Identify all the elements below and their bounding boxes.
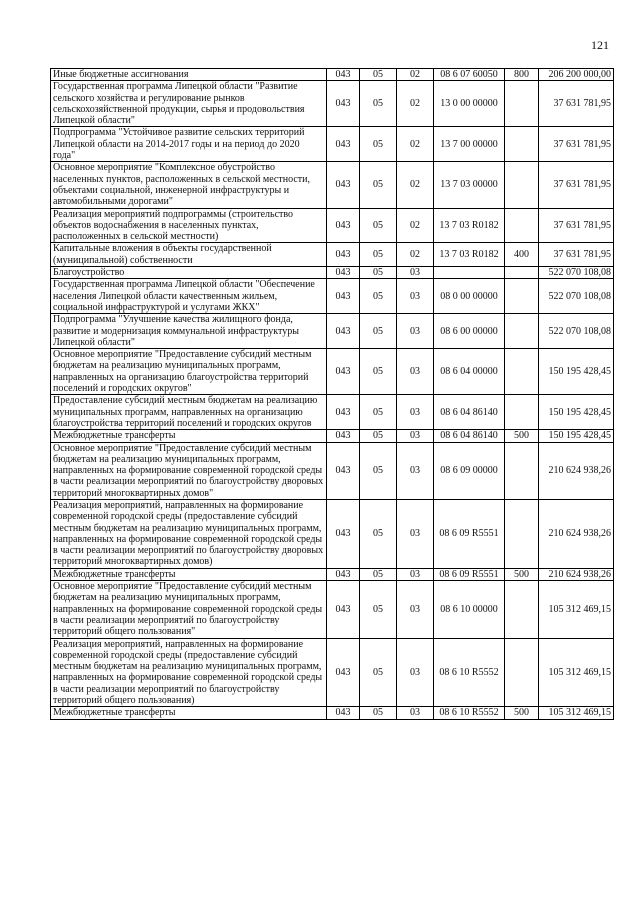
row-name-cell: Государственная программа Липецкой области "Обеспечение населения Липецкой области качественным жильем, социальной инфраструктурой и услугами ЖКХ" <box>51 279 327 314</box>
subsection-code-cell: 02 <box>397 127 434 162</box>
amount-cell: 150 195 428,45 <box>539 430 614 442</box>
subsection-code-cell: 03 <box>397 707 434 719</box>
subsection-code-cell: 03 <box>397 568 434 580</box>
expense-type-cell: 500 <box>505 707 539 719</box>
subsection-code-cell: 02 <box>397 243 434 267</box>
ministry-code-cell: 043 <box>327 69 360 81</box>
target-article-cell: 08 6 10 00000 <box>434 581 505 638</box>
target-article-cell: 08 6 09 R5551 <box>434 568 505 580</box>
amount-cell: 37 631 781,95 <box>539 162 614 208</box>
row-name-cell: Реализация мероприятий подпрограммы (строительство объектов водоснабжения в населенных пунктах, расположенных в сельской местности) <box>51 208 327 243</box>
section-code-cell: 05 <box>360 442 397 499</box>
subsection-code-cell: 03 <box>397 279 434 314</box>
expense-type-cell <box>505 442 539 499</box>
row-name-cell: Основное мероприятие "Предоставление субсидий местным бюджетам на реализацию муниципальных программ, направленных на формирование современной городской среды в части реализации мероприятий по благоустройству дворовых территорий многоквартирных домов" <box>51 442 327 499</box>
section-code-cell: 05 <box>360 314 397 349</box>
ministry-code-cell: 043 <box>327 395 360 430</box>
amount-cell: 150 195 428,45 <box>539 349 614 395</box>
subsection-code-cell: 03 <box>397 499 434 568</box>
budget-table-body <box>51 69 614 720</box>
subsection-code-cell: 03 <box>397 581 434 638</box>
row-name-cell: Реализация мероприятий, направленных на формирование современной городской среды (предоставление субсидий местным бюджетам на реализацию муниципальных программ, направленных на формирование современной городской среды в части реализации мероприятий по благоустройству дворовых территорий многоквартирных домов) <box>51 499 327 568</box>
table-row <box>51 279 614 314</box>
ministry-code-cell: 043 <box>327 314 360 349</box>
ministry-code-cell: 043 <box>327 638 360 707</box>
expense-type-cell <box>505 314 539 349</box>
amount-cell: 522 070 108,08 <box>539 314 614 349</box>
section-code-cell: 05 <box>360 127 397 162</box>
section-code-cell: 05 <box>360 279 397 314</box>
target-article-cell: 08 6 10 R5552 <box>434 707 505 719</box>
expense-type-cell <box>505 499 539 568</box>
target-article-cell: 13 0 00 00000 <box>434 81 505 127</box>
expense-type-cell <box>505 581 539 638</box>
row-name-cell: Межбюджетные трансферты <box>51 430 327 442</box>
ministry-code-cell: 043 <box>327 208 360 243</box>
subsection-code-cell: 02 <box>397 81 434 127</box>
target-article-cell: 13 7 03 R0182 <box>434 243 505 267</box>
table-row <box>51 581 614 638</box>
page-number: 121 <box>591 38 609 52</box>
row-name-cell: Государственная программа Липецкой области "Развитие сельского хозяйства и регулирование рынков сельскохозяйственной продукции, сырья и продовольствия Липецкой области" <box>51 81 327 127</box>
table-row <box>51 442 614 499</box>
expense-type-cell: 800 <box>505 69 539 81</box>
amount-cell: 210 624 938,26 <box>539 442 614 499</box>
section-code-cell: 05 <box>360 243 397 267</box>
row-name-cell: Межбюджетные трансферты <box>51 707 327 719</box>
subsection-code-cell: 03 <box>397 349 434 395</box>
row-name-cell: Благоустройство <box>51 267 327 279</box>
subsection-code-cell: 02 <box>397 162 434 208</box>
subsection-code-cell: 03 <box>397 267 434 279</box>
table-row <box>51 162 614 208</box>
ministry-code-cell: 043 <box>327 243 360 267</box>
expense-type-cell <box>505 81 539 127</box>
ministry-code-cell: 043 <box>327 279 360 314</box>
table-row <box>51 395 614 430</box>
section-code-cell: 05 <box>360 395 397 430</box>
target-article-cell: 08 0 00 00000 <box>434 279 505 314</box>
ministry-code-cell: 043 <box>327 81 360 127</box>
amount-cell: 150 195 428,45 <box>539 395 614 430</box>
row-name-cell: Капитальные вложения в объекты государственной (муниципальной) собственности <box>51 243 327 267</box>
target-article-cell: 13 7 00 00000 <box>434 127 505 162</box>
row-name-cell: Основное мероприятие "Предоставление субсидий местным бюджетам на реализацию муниципальных программ, направленных на формирование современной городской среды в части реализации мероприятий по благоустройству территорий общего пользования" <box>51 581 327 638</box>
table-row <box>51 208 614 243</box>
expense-type-cell: 500 <box>505 430 539 442</box>
amount-cell: 37 631 781,95 <box>539 127 614 162</box>
expense-type-cell: 500 <box>505 568 539 580</box>
ministry-code-cell: 043 <box>327 707 360 719</box>
target-article-cell: 13 7 03 R0182 <box>434 208 505 243</box>
subsection-code-cell: 03 <box>397 314 434 349</box>
ministry-code-cell: 043 <box>327 581 360 638</box>
section-code-cell: 05 <box>360 208 397 243</box>
target-article-cell: 13 7 03 00000 <box>434 162 505 208</box>
subsection-code-cell: 03 <box>397 638 434 707</box>
expense-type-cell <box>505 279 539 314</box>
amount-cell: 210 624 938,26 <box>539 499 614 568</box>
expense-type-cell <box>505 267 539 279</box>
amount-cell: 37 631 781,95 <box>539 208 614 243</box>
section-code-cell: 05 <box>360 162 397 208</box>
table-row <box>51 81 614 127</box>
expense-type-cell <box>505 208 539 243</box>
expense-type-cell <box>505 349 539 395</box>
ministry-code-cell: 043 <box>327 349 360 395</box>
ministry-code-cell: 043 <box>327 127 360 162</box>
table-row <box>51 568 614 580</box>
ministry-code-cell: 043 <box>327 499 360 568</box>
target-article-cell: 08 6 04 86140 <box>434 395 505 430</box>
table-row <box>51 243 614 267</box>
ministry-code-cell: 043 <box>327 162 360 208</box>
amount-cell: 522 070 108,08 <box>539 279 614 314</box>
table-row <box>51 314 614 349</box>
amount-cell: 37 631 781,95 <box>539 81 614 127</box>
section-code-cell: 05 <box>360 581 397 638</box>
target-article-cell: 08 6 04 00000 <box>434 349 505 395</box>
subsection-code-cell: 03 <box>397 395 434 430</box>
section-code-cell: 05 <box>360 349 397 395</box>
ministry-code-cell: 043 <box>327 430 360 442</box>
amount-cell: 105 312 469,15 <box>539 707 614 719</box>
table-row <box>51 349 614 395</box>
target-article-cell: 08 6 00 00000 <box>434 314 505 349</box>
amount-cell: 522 070 108,08 <box>539 267 614 279</box>
section-code-cell: 05 <box>360 267 397 279</box>
amount-cell: 37 631 781,95 <box>539 243 614 267</box>
row-name-cell: Основное мероприятие "Комплексное обустройство населенных пунктов, расположенных в сельской местности, объектами социальной, инженерной инфраструктуры и автомобильными дорогами" <box>51 162 327 208</box>
row-name-cell: Основное мероприятие "Предоставление субсидий местным бюджетам на реализацию муниципальных программ, направленных на организацию благоустройства территорий поселений и городских округов" <box>51 349 327 395</box>
target-article-cell: 08 6 10 R5552 <box>434 638 505 707</box>
target-article-cell: 08 6 04 86140 <box>434 430 505 442</box>
expense-type-cell <box>505 638 539 707</box>
amount-cell: 105 312 469,15 <box>539 638 614 707</box>
row-name-cell: Иные бюджетные ассигнования <box>51 69 327 81</box>
section-code-cell: 05 <box>360 638 397 707</box>
table-row <box>51 430 614 442</box>
target-article-cell: 08 6 07 60050 <box>434 69 505 81</box>
amount-cell: 210 624 938,26 <box>539 568 614 580</box>
section-code-cell: 05 <box>360 707 397 719</box>
target-article-cell <box>434 267 505 279</box>
expense-type-cell: 400 <box>505 243 539 267</box>
section-code-cell: 05 <box>360 69 397 81</box>
target-article-cell: 08 6 09 R5551 <box>434 499 505 568</box>
subsection-code-cell: 02 <box>397 208 434 243</box>
row-name-cell: Межбюджетные трансферты <box>51 568 327 580</box>
subsection-code-cell: 02 <box>397 69 434 81</box>
section-code-cell: 05 <box>360 568 397 580</box>
table-row <box>51 707 614 719</box>
section-code-cell: 05 <box>360 81 397 127</box>
row-name-cell: Реализация мероприятий, направленных на формирование современной городской среды (предоставление субсидий местным бюджетам на реализацию муниципальных программ, направленных на формирование современной городской среды в части реализации мероприятий по благоустройству территорий общего пользования) <box>51 638 327 707</box>
table-row <box>51 499 614 568</box>
amount-cell: 206 200 000,00 <box>539 69 614 81</box>
expense-type-cell <box>505 127 539 162</box>
ministry-code-cell: 043 <box>327 442 360 499</box>
table-row <box>51 638 614 707</box>
amount-cell: 105 312 469,15 <box>539 581 614 638</box>
subsection-code-cell: 03 <box>397 442 434 499</box>
row-name-cell: Подпрограмма "Улучшение качества жилищного фонда, развитие и модернизация коммунальной инфраструктуры Липецкой области" <box>51 314 327 349</box>
table-row <box>51 69 614 81</box>
target-article-cell: 08 6 09 00000 <box>434 442 505 499</box>
subsection-code-cell: 03 <box>397 430 434 442</box>
row-name-cell: Подпрограмма "Устойчивое развитие сельских территорий Липецкой области на 2014-2017 годы и на период до 2020 года" <box>51 127 327 162</box>
row-name-cell: Предоставление субсидий местным бюджетам на реализацию муниципальных программ, направленных на организацию благоустройства территорий поселений и городских округов <box>51 395 327 430</box>
section-code-cell: 05 <box>360 430 397 442</box>
table-row <box>51 127 614 162</box>
section-code-cell: 05 <box>360 499 397 568</box>
budget-table <box>50 68 614 720</box>
ministry-code-cell: 043 <box>327 267 360 279</box>
ministry-code-cell: 043 <box>327 568 360 580</box>
expense-type-cell <box>505 395 539 430</box>
expense-type-cell <box>505 162 539 208</box>
table-row <box>51 267 614 279</box>
